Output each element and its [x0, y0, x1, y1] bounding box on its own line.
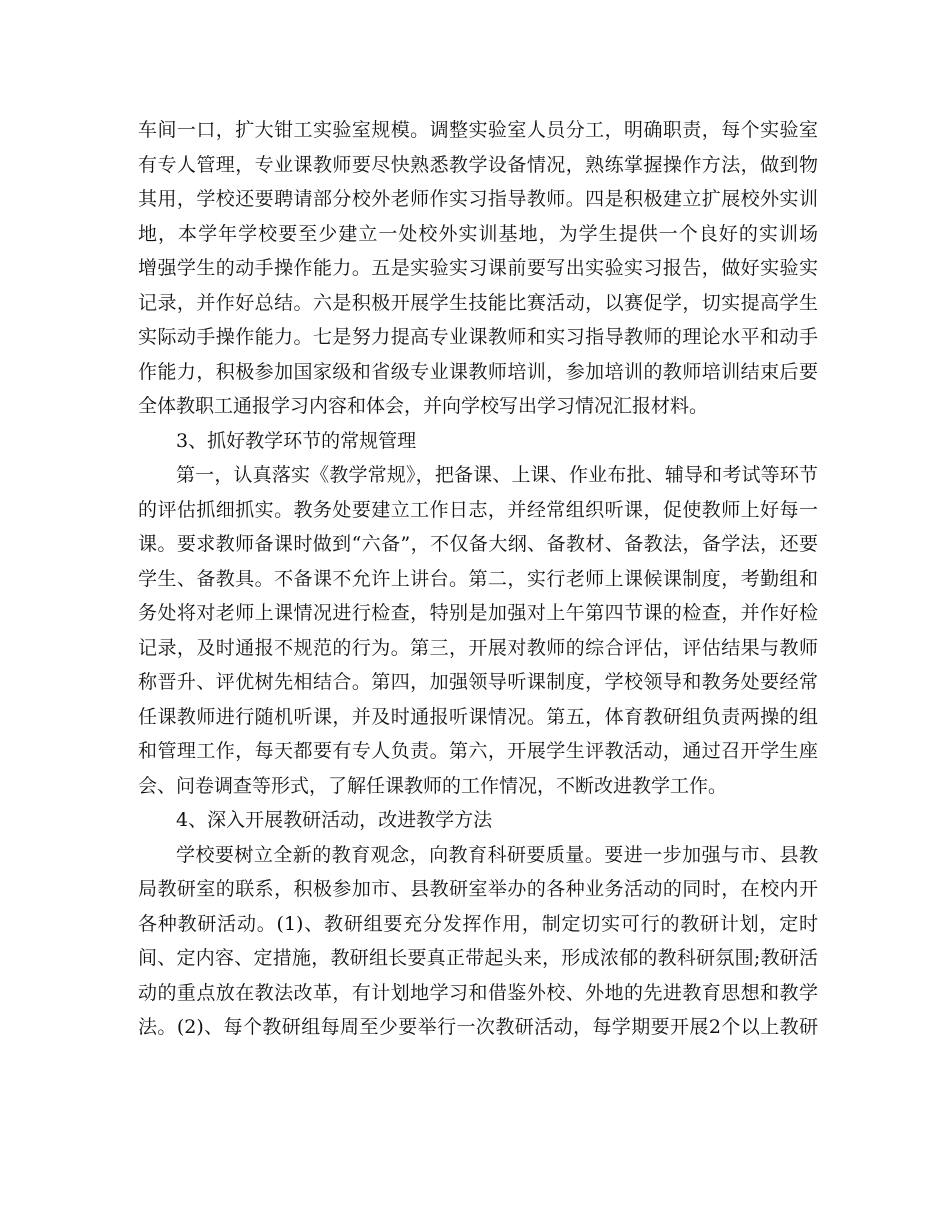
- text-line: 全体教职工通报学习内容和体会，并向学校写出学习情况汇报材料。: [138, 395, 709, 417]
- text-line: 务处将对老师上课情况进行检查，特别是加强对上午第四节课的检查，并作好检: [138, 602, 818, 624]
- text-line: 局教研室的联系，积极参加市、县教研室举办的各种业务活动的同时，在校内开: [138, 878, 818, 900]
- text-line: 其用，学校还要聘请部分校外老师作实习指导教师。四是积极建立扩展校外实训: [138, 188, 818, 210]
- text-line: 地，本学年学校要至少建立一处校外实训基地，为学生提供一个良好的实训场: [138, 222, 818, 245]
- text-line: 车间一口，扩大钳工实验室规模。调整实验室人员分工，明确职责，每个实验室: [138, 119, 818, 141]
- text-line: 课。要求教师备课时做到“六备”，不仅备大纲、备教材、备教法，备学法，还要: [138, 533, 818, 555]
- text-line: 增强学生的动手操作能力。五是实验实习课前要写出实验实习报告，做好实验实: [138, 257, 818, 279]
- text-line: 记录，并作好总结。六是积极开展学生技能比赛活动，以赛促学，切实提高学生: [138, 291, 818, 314]
- text-line: 有专人管理，专业课教师要尽快熟悉教学设备情况，熟练掌握操作方法，做到物: [138, 153, 818, 176]
- text-line: 学校要树立全新的教育观念，向教育科研要质量。要进一步加强与市、县教: [176, 843, 818, 866]
- text-line: 任课教师进行随机听课，并及时通报听课情况。第五，体育教研组负责两操的组: [138, 705, 818, 728]
- text-line: 第一，认真落实《教学常规》，把备课、上课、作业布批、辅导和考试等环节: [176, 464, 818, 486]
- text-line: 记录，及时通报不规范的行为。第三，开展对教师的综合评估，评估结果与教师: [138, 636, 818, 659]
- document-body: [138, 113, 818, 1045]
- text-line: 称晋升、评优树先相结合。第四，加强领导听课制度，学校领导和教务处要经常: [138, 671, 818, 693]
- text-line: 和管理工作，每天都要有专人负责。第六，开展学生评教活动，通过召开学生座: [138, 740, 818, 762]
- text-line: 法。(2)、每个教研组每周至少要举行一次教研活动，每学期要开展2个以上教研: [138, 1016, 818, 1038]
- text-line: 间、定内容、定措施，教研组长要真正带起头来，形成浓郁的教科研氛围;教研活: [138, 947, 818, 969]
- section-heading: 4、深入开展教研活动，改进教学方法: [176, 809, 493, 831]
- text-line: 会、问卷调查等形式，了解任课教师的工作情况，不断改进教学工作。: [138, 774, 728, 797]
- text-line: 作能力，积极参加国家级和省级专业课教师培训，参加培训的教师培训结束后要: [138, 360, 818, 383]
- text-line: 学生、备教具。不备课不允许上讲台。第二，实行老师上课候课制度，考勤组和: [138, 567, 818, 590]
- text-line: 实际动手操作能力。七是努力提高专业课教师和实习指导教师的理论水平和动手: [138, 326, 818, 348]
- section-heading: 3、抓好教学环节的常规管理: [176, 429, 417, 452]
- text-line: 的评估抓细抓实。教务处要建立工作日志，并经常组织听课，促使教师上好每一: [138, 498, 818, 521]
- text-line: 各种教研活动。(1)、教研组要充分发挥作用，制定切实可行的教研计划，定时: [138, 912, 818, 935]
- text-line: 动的重点放在教法改革，有计划地学习和借鉴外校、外地的先进教育思想和教学: [138, 981, 818, 1004]
